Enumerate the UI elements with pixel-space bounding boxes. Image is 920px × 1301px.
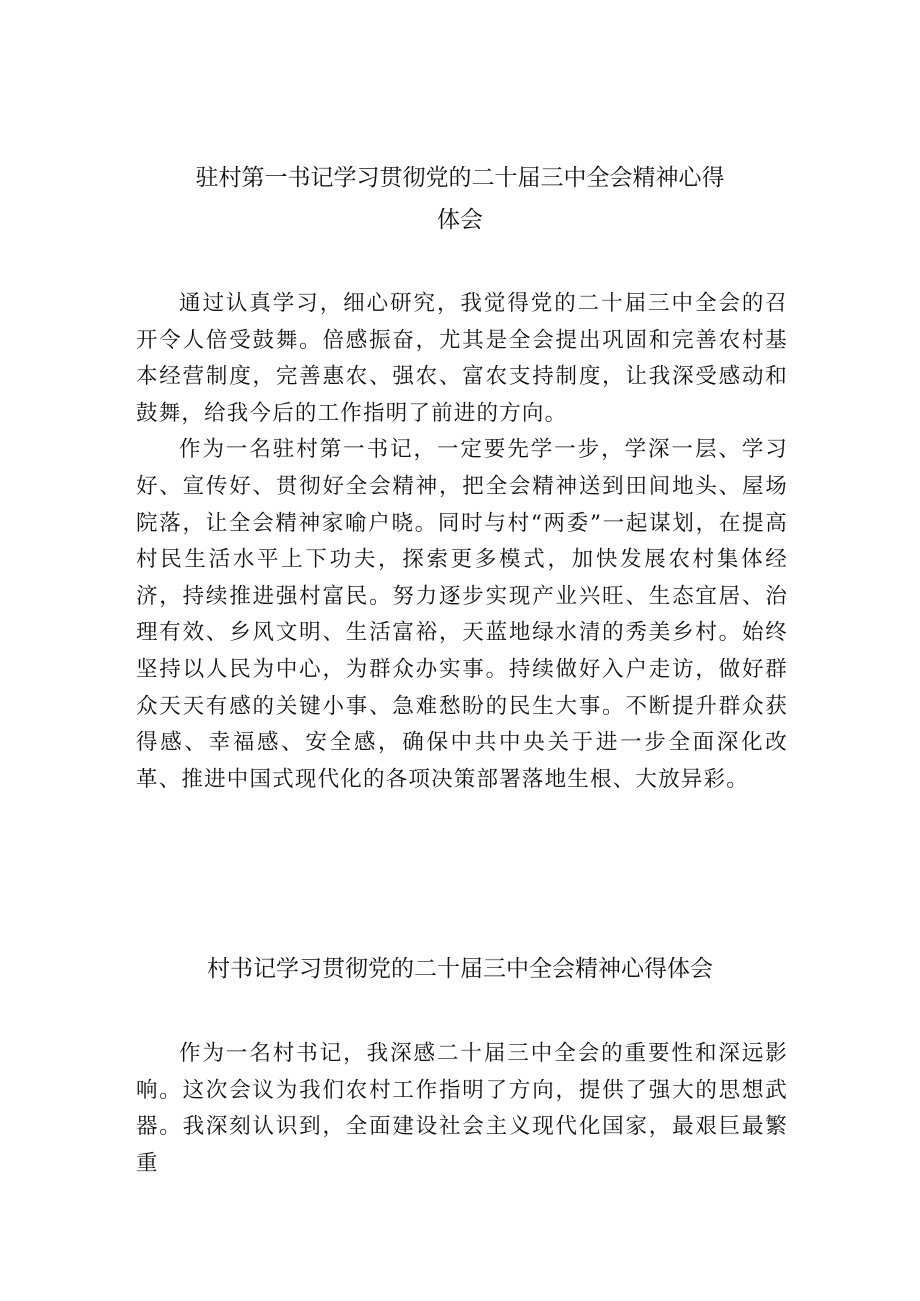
section-2-body: [136, 1036, 788, 1182]
section-1-body: [136, 286, 788, 798]
section-1-title-line-2: 体会: [437, 207, 483, 233]
section-2-title: 村书记学习贯彻党的二十届三中全会精神心得体会: [207, 956, 713, 982]
section-1-title-line-1: 驻村第一书记学习贯彻党的二十届三中全会精神心得: [195, 165, 725, 191]
section-2-paragraph-1: 作为一名村书记，我深感二十届三中全会的重要性和深远影响。这次会议为我们农村工作指明了方向，提供了强大的思想武器。我深刻认识到，全面建设社会主义现代化国家，最艰巨最繁重: [136, 1041, 788, 1176]
section-1-paragraph-2: 作为一名驻村第一书记，一定要先学一步，学深一层、学习好、宣传好、贯彻好全会精神，把全会精神送到田间地头、屋场院落，让全会精神家喻户晓。同时与村“两委”一起谋划，在提高村民生活水平上下功夫，探索更多模式，加快发展农村集体经济，持续推进强村富民。努力逐步实现产业兴旺、生态宜居、治理有效、乡风文明、生活富裕，天蓝地绿水清的秀美乡村。始终坚持以人民为中心，为群众办实事。持续做好入户走访，做好群众天天有感的关键小事、急难愁盼的民生大事。不断提升群众获得感、幸福感、安全感，确保中共中央关于进一步全面深化改革、推进中国式现代化的各项决策部署落地生根、大放异彩。: [136, 437, 788, 792]
section-1-title: [120, 157, 800, 241]
section-1-paragraph-1: 通过认真学习，细心研究，我觉得党的二十届三中全会的召开令人倍受鼓舞。倍感振奋，尤其是全会提出巩固和完善农村基本经营制度，完善惠农、强农、富农支持制度，让我深受感动和鼓舞，给我今后的工作指明了前进的方向。: [136, 291, 788, 426]
